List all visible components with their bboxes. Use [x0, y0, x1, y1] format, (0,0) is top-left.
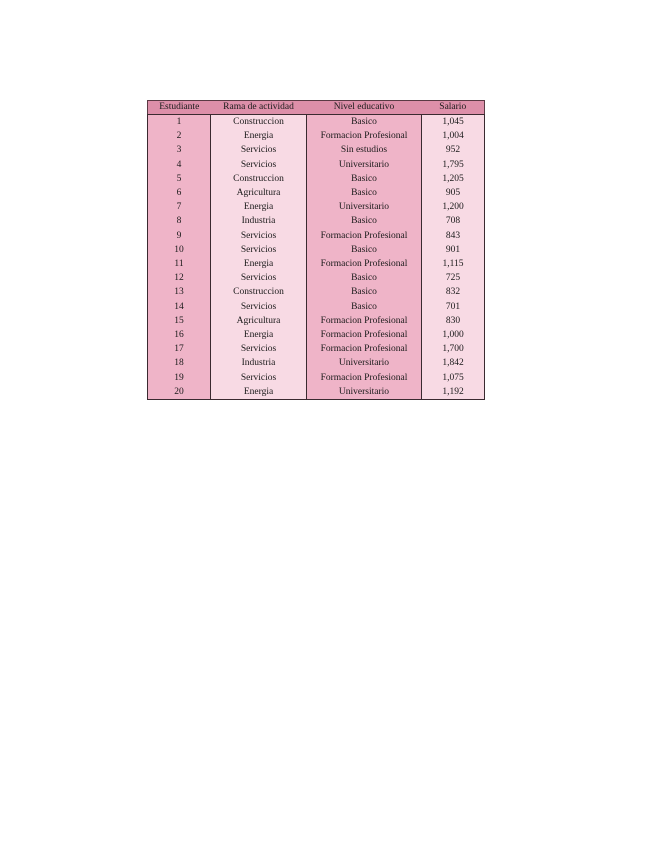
cell-estudiante: 19	[148, 371, 211, 385]
table-row	[148, 314, 485, 328]
cell-estudiante: 12	[148, 271, 211, 285]
cell-nivel-educativo: Basico	[307, 300, 422, 314]
cell-estudiante: 6	[148, 186, 211, 200]
cell-rama-actividad: Servicios	[211, 271, 307, 285]
cell-estudiante: 7	[148, 200, 211, 214]
cell-nivel-educativo: Basico	[307, 214, 422, 228]
cell-salario: 905	[422, 186, 485, 200]
cell-rama-actividad: Servicios	[211, 229, 307, 243]
table-row	[148, 300, 485, 314]
cell-nivel-educativo: Formacion Profesional	[307, 129, 422, 143]
cell-estudiante: 16	[148, 328, 211, 342]
table-row	[148, 143, 485, 157]
cell-salario: 1,045	[422, 115, 485, 130]
cell-rama-actividad: Industria	[211, 214, 307, 228]
cell-rama-actividad: Servicios	[211, 158, 307, 172]
cell-estudiante: 1	[148, 115, 211, 130]
table-row	[148, 371, 485, 385]
cell-salario: 952	[422, 143, 485, 157]
table-row	[148, 243, 485, 257]
header-salario: Salario	[422, 101, 485, 115]
cell-salario: 843	[422, 229, 485, 243]
cell-salario: 1,004	[422, 129, 485, 143]
cell-nivel-educativo: Universitario	[307, 200, 422, 214]
cell-estudiante: 17	[148, 342, 211, 356]
cell-salario: 901	[422, 243, 485, 257]
cell-nivel-educativo: Basico	[307, 271, 422, 285]
header-row	[148, 101, 485, 115]
table-row	[148, 385, 485, 400]
cell-nivel-educativo: Basico	[307, 285, 422, 299]
cell-salario: 725	[422, 271, 485, 285]
header-rama-actividad: Rama de actividad	[211, 101, 307, 115]
cell-estudiante: 20	[148, 385, 211, 400]
cell-salario: 830	[422, 314, 485, 328]
cell-rama-actividad: Agricultura	[211, 186, 307, 200]
cell-estudiante: 10	[148, 243, 211, 257]
cell-nivel-educativo: Universitario	[307, 158, 422, 172]
cell-salario: 1,000	[422, 328, 485, 342]
cell-rama-actividad: Energia	[211, 328, 307, 342]
cell-salario: 1,795	[422, 158, 485, 172]
cell-estudiante: 13	[148, 285, 211, 299]
cell-rama-actividad: Energia	[211, 129, 307, 143]
cell-rama-actividad: Energia	[211, 257, 307, 271]
table-row	[148, 328, 485, 342]
cell-rama-actividad: Industria	[211, 356, 307, 370]
table-row	[148, 115, 485, 130]
cell-nivel-educativo: Basico	[307, 172, 422, 186]
cell-estudiante: 8	[148, 214, 211, 228]
table-row	[148, 285, 485, 299]
cell-nivel-educativo: Basico	[307, 243, 422, 257]
cell-rama-actividad: Agricultura	[211, 314, 307, 328]
cell-salario: 1,075	[422, 371, 485, 385]
cell-salario: 1,700	[422, 342, 485, 356]
cell-salario: 1,115	[422, 257, 485, 271]
cell-nivel-educativo: Formacion Profesional	[307, 371, 422, 385]
table-body	[148, 115, 485, 400]
cell-estudiante: 4	[148, 158, 211, 172]
table-row	[148, 342, 485, 356]
header-nivel-educativo: Nivel educativo	[307, 101, 422, 115]
salary-table	[147, 100, 485, 400]
cell-rama-actividad: Energia	[211, 200, 307, 214]
cell-salario: 1,192	[422, 385, 485, 400]
cell-nivel-educativo: Formacion Profesional	[307, 229, 422, 243]
cell-rama-actividad: Servicios	[211, 371, 307, 385]
cell-rama-actividad: Servicios	[211, 143, 307, 157]
cell-rama-actividad: Construccion	[211, 285, 307, 299]
cell-nivel-educativo: Basico	[307, 115, 422, 130]
cell-nivel-educativo: Formacion Profesional	[307, 342, 422, 356]
table-row	[148, 214, 485, 228]
table-row	[148, 200, 485, 214]
cell-salario: 832	[422, 285, 485, 299]
cell-nivel-educativo: Formacion Profesional	[307, 328, 422, 342]
cell-rama-actividad: Servicios	[211, 300, 307, 314]
cell-estudiante: 15	[148, 314, 211, 328]
cell-rama-actividad: Construccion	[211, 115, 307, 130]
cell-rama-actividad: Servicios	[211, 243, 307, 257]
cell-nivel-educativo: Formacion Profesional	[307, 314, 422, 328]
cell-nivel-educativo: Sin estudios	[307, 143, 422, 157]
cell-nivel-educativo: Formacion Profesional	[307, 257, 422, 271]
cell-nivel-educativo: Universitario	[307, 356, 422, 370]
data-sheet	[147, 100, 484, 400]
table-row	[148, 229, 485, 243]
cell-rama-actividad: Construccion	[211, 172, 307, 186]
cell-salario: 1,205	[422, 172, 485, 186]
cell-estudiante: 14	[148, 300, 211, 314]
table-row	[148, 271, 485, 285]
cell-nivel-educativo: Universitario	[307, 385, 422, 400]
table-row	[148, 257, 485, 271]
table-row	[148, 129, 485, 143]
table-header	[148, 101, 485, 115]
cell-rama-actividad: Energia	[211, 385, 307, 400]
cell-nivel-educativo: Basico	[307, 186, 422, 200]
cell-estudiante: 3	[148, 143, 211, 157]
cell-salario: 701	[422, 300, 485, 314]
cell-estudiante: 2	[148, 129, 211, 143]
header-estudiante: Estudiante	[148, 101, 211, 115]
cell-estudiante: 18	[148, 356, 211, 370]
cell-salario: 1,200	[422, 200, 485, 214]
table-row	[148, 356, 485, 370]
cell-estudiante: 9	[148, 229, 211, 243]
cell-estudiante: 5	[148, 172, 211, 186]
table-row	[148, 158, 485, 172]
table-row	[148, 172, 485, 186]
cell-rama-actividad: Servicios	[211, 342, 307, 356]
table-row	[148, 186, 485, 200]
cell-salario: 1,842	[422, 356, 485, 370]
cell-salario: 708	[422, 214, 485, 228]
cell-estudiante: 11	[148, 257, 211, 271]
